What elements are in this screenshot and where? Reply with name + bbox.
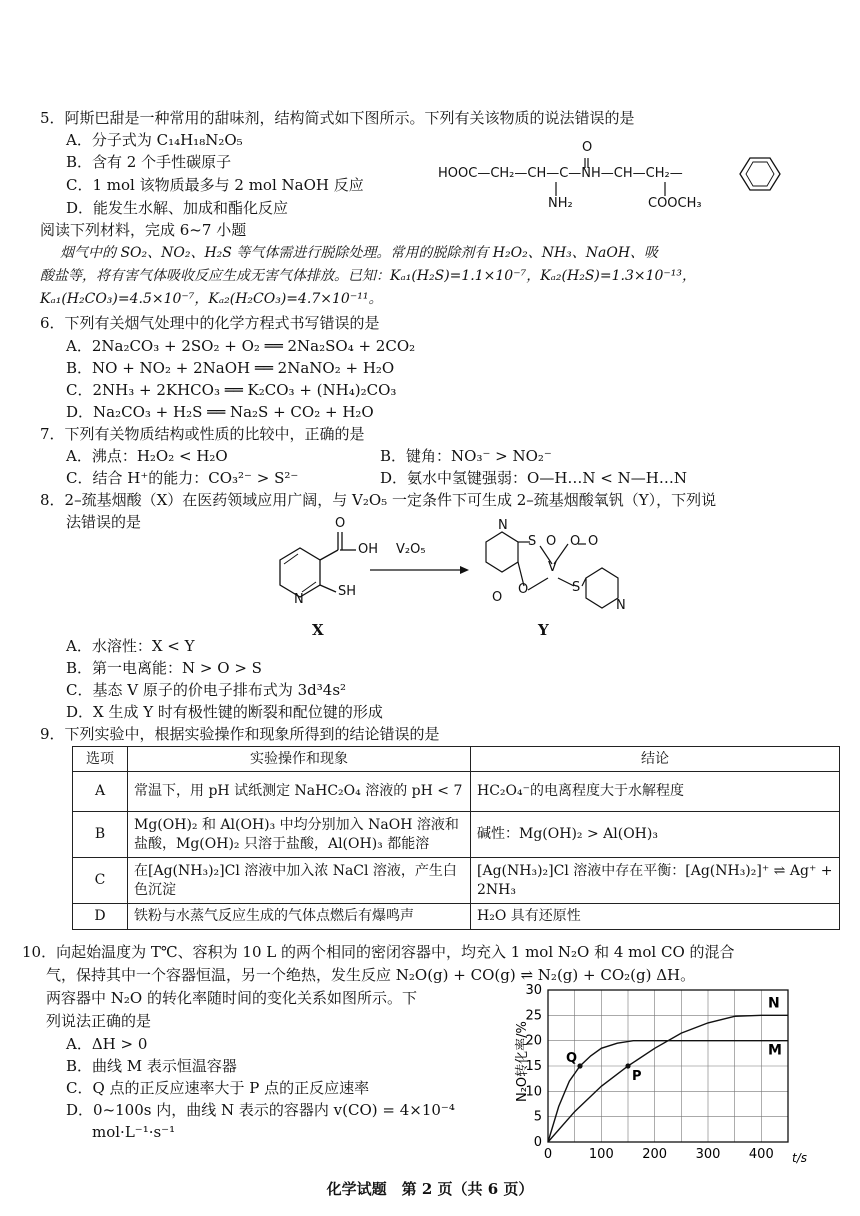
x-ring-n: N bbox=[294, 592, 304, 607]
point-P bbox=[625, 1063, 630, 1068]
x-tick-label: 200 bbox=[642, 1147, 668, 1162]
cooch3-group: COOCH₃ bbox=[648, 196, 702, 211]
q5-stem: 5．阿斯巴甜是一种常用的甜味剂，结构简式如下图所示。下列有关该物质的说法错误的是 bbox=[40, 109, 635, 127]
q10-stem-1: 10．向起始温度为 T℃、容积为 10 L 的两个相同的密闭容器中，均充入 1 mol N₂O 和 4 mol CO 的混合 bbox=[22, 943, 735, 961]
x-sh: SH bbox=[338, 584, 357, 599]
q9-table bbox=[72, 746, 840, 930]
q7-option-d: D．氨水中氢键强弱：O—H…N < N—H…N bbox=[380, 469, 687, 487]
reagent-v2o5: V₂O₅ bbox=[396, 542, 426, 557]
q5-option-a: A．分子式为 C₁₄H₁₈N₂O₅ bbox=[66, 131, 243, 149]
q8-option-b: B．第一电离能：N > O > S bbox=[66, 659, 262, 677]
q10-option-a: A．ΔH > 0 bbox=[66, 1035, 148, 1053]
q7-option-a: A．沸点：H₂O₂ < H₂O bbox=[66, 447, 228, 465]
aspartame-structure bbox=[430, 140, 790, 220]
y-tick-label: 15 bbox=[525, 1059, 542, 1074]
q10-option-c: C．Q 点的正反应速率大于 P 点的正反应速率 bbox=[66, 1079, 370, 1097]
q8-option-a: A．水溶性：X < Y bbox=[66, 637, 195, 655]
row-conclusion: HC₂O₄⁻的电离程度大于水解程度 bbox=[471, 772, 840, 812]
nh2-group: NH₂ bbox=[548, 196, 573, 211]
q7-stem: 7．下列有关物质结构或性质的比较中，正确的是 bbox=[40, 425, 365, 443]
table-row bbox=[73, 812, 840, 858]
q9-stem: 9．下列实验中，根据实验操作和现象所得到的结论错误的是 bbox=[40, 725, 440, 743]
q10-option-d-unit: mol·L⁻¹·s⁻¹ bbox=[92, 1123, 176, 1141]
chart-series bbox=[548, 995, 788, 1142]
y-s-2: S bbox=[572, 580, 581, 595]
q7-option-b: B．键角：NO₃⁻ > NO₂⁻ bbox=[380, 447, 552, 465]
row-conclusion: [Ag(NH₃)₂]Cl 溶液中存在平衡：[Ag(NH₃)₂]⁺ ⇌ Ag⁺ + 2NH₃ bbox=[471, 858, 840, 904]
aspartame-bonds bbox=[430, 140, 790, 220]
q6-option-d: D．Na₂CO₃ + H₂S ══ Na₂S + CO₂ + H₂O bbox=[66, 403, 374, 421]
row-operation: 在[Ag(NH₃)₂]Cl 溶液中加入浓 NaCl 溶液，产生白色沉淀 bbox=[128, 858, 471, 904]
chart-points bbox=[566, 1051, 642, 1084]
x-carbonyl-o: O bbox=[335, 516, 346, 531]
row-option: B bbox=[73, 812, 128, 858]
table-row bbox=[73, 904, 840, 930]
x-tick-label: 300 bbox=[695, 1147, 721, 1162]
x-tick-label: 100 bbox=[588, 1147, 614, 1162]
y-tick-label: 30 bbox=[525, 983, 542, 998]
series-label-N: N bbox=[768, 995, 780, 1012]
reading-paragraph-3: Kₐ₁(H₂CO₃)=4.5×10⁻⁷，Kₐ₂(H₂CO₃)=4.7×10⁻¹¹。 bbox=[40, 291, 383, 307]
row-option: D bbox=[73, 904, 128, 930]
reading-paragraph-2: 酸盐等，将有害气体吸收反应生成无害气体排放。已知：Kₐ₁(H₂S)=1.1×10⁻⁷，Kₐ₂(H₂S)=1.3×10⁻¹³， bbox=[40, 268, 697, 284]
reading-paragraph-1: 烟气中的 SO₂、NO₂、H₂S 等气体需进行脱除处理。常用的脱除剂有 H₂O₂、NH₃、NaOH、吸 bbox=[60, 245, 659, 261]
row-conclusion: H₂O 具有还原性 bbox=[471, 904, 840, 930]
y-o-1: O bbox=[546, 534, 557, 549]
header-conclusion: 结论 bbox=[471, 747, 840, 772]
q10-stem-4: 列说法正确的是 bbox=[46, 1012, 152, 1030]
chart-ticks bbox=[525, 983, 773, 1162]
header-option: 选项 bbox=[73, 747, 128, 772]
table-header-row bbox=[73, 747, 840, 772]
y-ring-n-2: N bbox=[616, 598, 626, 613]
series-line-N bbox=[548, 1015, 788, 1142]
q8-option-d: D．X 生成 Y 时有极性键的断裂和配位键的形成 bbox=[66, 703, 383, 721]
q6-stem: 6．下列有关烟气处理中的化学方程式书写错误的是 bbox=[40, 314, 380, 332]
y-tick-label: 5 bbox=[533, 1109, 542, 1125]
row-operation: 铁粉与水蒸气反应生成的气体点燃后有爆鸣声 bbox=[128, 904, 471, 930]
y-vanadium: V bbox=[548, 560, 557, 575]
aspartame-main-chain: HOOC—CH₂—CH—C—NH—CH—CH₂— bbox=[438, 166, 683, 181]
conversion-chart bbox=[500, 982, 820, 1172]
q5-option-c: C．1 mol 该物质最多与 2 mol NaOH 反应 bbox=[66, 176, 364, 194]
table-row bbox=[73, 858, 840, 904]
y-tick-label: 0 bbox=[533, 1135, 542, 1150]
molecule-y-bonds bbox=[478, 520, 638, 620]
q10-stem-2: 气，保持其中一个容器恒温，另一个绝热，发生反应 N₂O(g) + CO(g) ⇌ N₂(g) + CO₂(g) ΔH。 bbox=[46, 966, 696, 984]
page-footer: 化学试题 第 2 页（共 6 页） bbox=[326, 1180, 534, 1198]
y-o-2: O bbox=[570, 534, 581, 549]
y-o-4: O bbox=[518, 582, 529, 597]
y-tick-label: 25 bbox=[525, 1008, 542, 1024]
arrow-line bbox=[370, 548, 470, 578]
y-tick-label: 20 bbox=[525, 1033, 542, 1049]
table-row bbox=[73, 772, 840, 812]
molecule-x-bonds bbox=[260, 530, 400, 640]
q10-option-d: D．0~100s 内，曲线 N 表示的容器内 v(CO) = 4×10⁻⁴ bbox=[66, 1101, 455, 1119]
header-operation: 实验操作和现象 bbox=[128, 747, 471, 772]
label-x: X bbox=[312, 621, 324, 639]
y-o-3: O bbox=[588, 534, 599, 549]
molecule-x bbox=[260, 516, 400, 640]
reaction-arrow bbox=[370, 542, 470, 578]
reading-intro: 阅读下列材料，完成 6~7 小题 bbox=[40, 221, 247, 239]
chart-grid bbox=[548, 990, 788, 1142]
q7-option-c: C．结合 H⁺的能力：CO₃²⁻ > S²⁻ bbox=[66, 469, 299, 487]
row-option: A bbox=[73, 772, 128, 812]
y-s-1: S bbox=[528, 534, 537, 549]
label-y: Y bbox=[538, 621, 549, 639]
row-operation: 常温下，用 pH 试纸测定 NaHC₂O₄ 溶液的 pH < 7 bbox=[128, 772, 471, 812]
row-conclusion: 碱性：Mg(OH)₂ > Al(OH)₃ bbox=[471, 812, 840, 858]
row-operation: Mg(OH)₂ 和 Al(OH)₃ 中均分别加入 NaOH 溶液和盐酸，Mg(OH)₂ 只溶于盐酸，Al(OH)₃ 都能溶 bbox=[128, 812, 471, 858]
molecule-y bbox=[478, 520, 638, 620]
point-label-Q: Q bbox=[566, 1051, 578, 1066]
y-axis-label: N₂O转化率/% bbox=[515, 1021, 530, 1102]
point-label-P: P bbox=[632, 1069, 642, 1084]
q5-option-d: D．能发生水解、加成和酯化反应 bbox=[66, 199, 289, 217]
x-tick-label: 400 bbox=[748, 1147, 774, 1162]
q6-option-b: B．NO + NO₂ + 2NaOH ══ 2NaNO₂ + H₂O bbox=[66, 359, 395, 377]
q5-option-b: B．含有 2 个手性碳原子 bbox=[66, 153, 232, 171]
q8-option-c: C．基态 V 原子的价电子排布式为 3d³4s² bbox=[66, 681, 347, 699]
y-o-5: O bbox=[492, 590, 503, 605]
q6-option-c: C．2NH₃ + 2KHCO₃ ══ K₂CO₃ + (NH₄)₂CO₃ bbox=[66, 381, 397, 399]
q8-stem-cont: 法错误的是 bbox=[66, 513, 142, 531]
q6-option-a: A．2Na₂CO₃ + 2SO₂ + O₂ ══ 2Na₂SO₄ + 2CO₂ bbox=[66, 337, 416, 355]
carbonyl-o: O bbox=[582, 140, 593, 155]
y-ring-n-1: N bbox=[498, 518, 508, 533]
x-tick-label: 0 bbox=[543, 1147, 553, 1162]
q8-stem: 8．2–巯基烟酸（X）在医药领域应用广阔，与 V₂O₅ 一定条件下可生成 2–巯基烟酸氧钒（Y），下列说 bbox=[40, 491, 717, 509]
point-Q bbox=[577, 1063, 582, 1068]
q10-option-b: B．曲线 M 表示恒温容器 bbox=[66, 1057, 237, 1075]
q10-stem-3: 两容器中 N₂O 的转化率随时间的变化关系如图所示。下 bbox=[46, 989, 417, 1007]
series-label-M: M bbox=[768, 1042, 782, 1059]
y-tick-label: 10 bbox=[525, 1084, 542, 1100]
x-axis-label: t/s bbox=[792, 1151, 807, 1165]
row-option: C bbox=[73, 858, 128, 904]
x-oh: OH bbox=[358, 542, 379, 557]
